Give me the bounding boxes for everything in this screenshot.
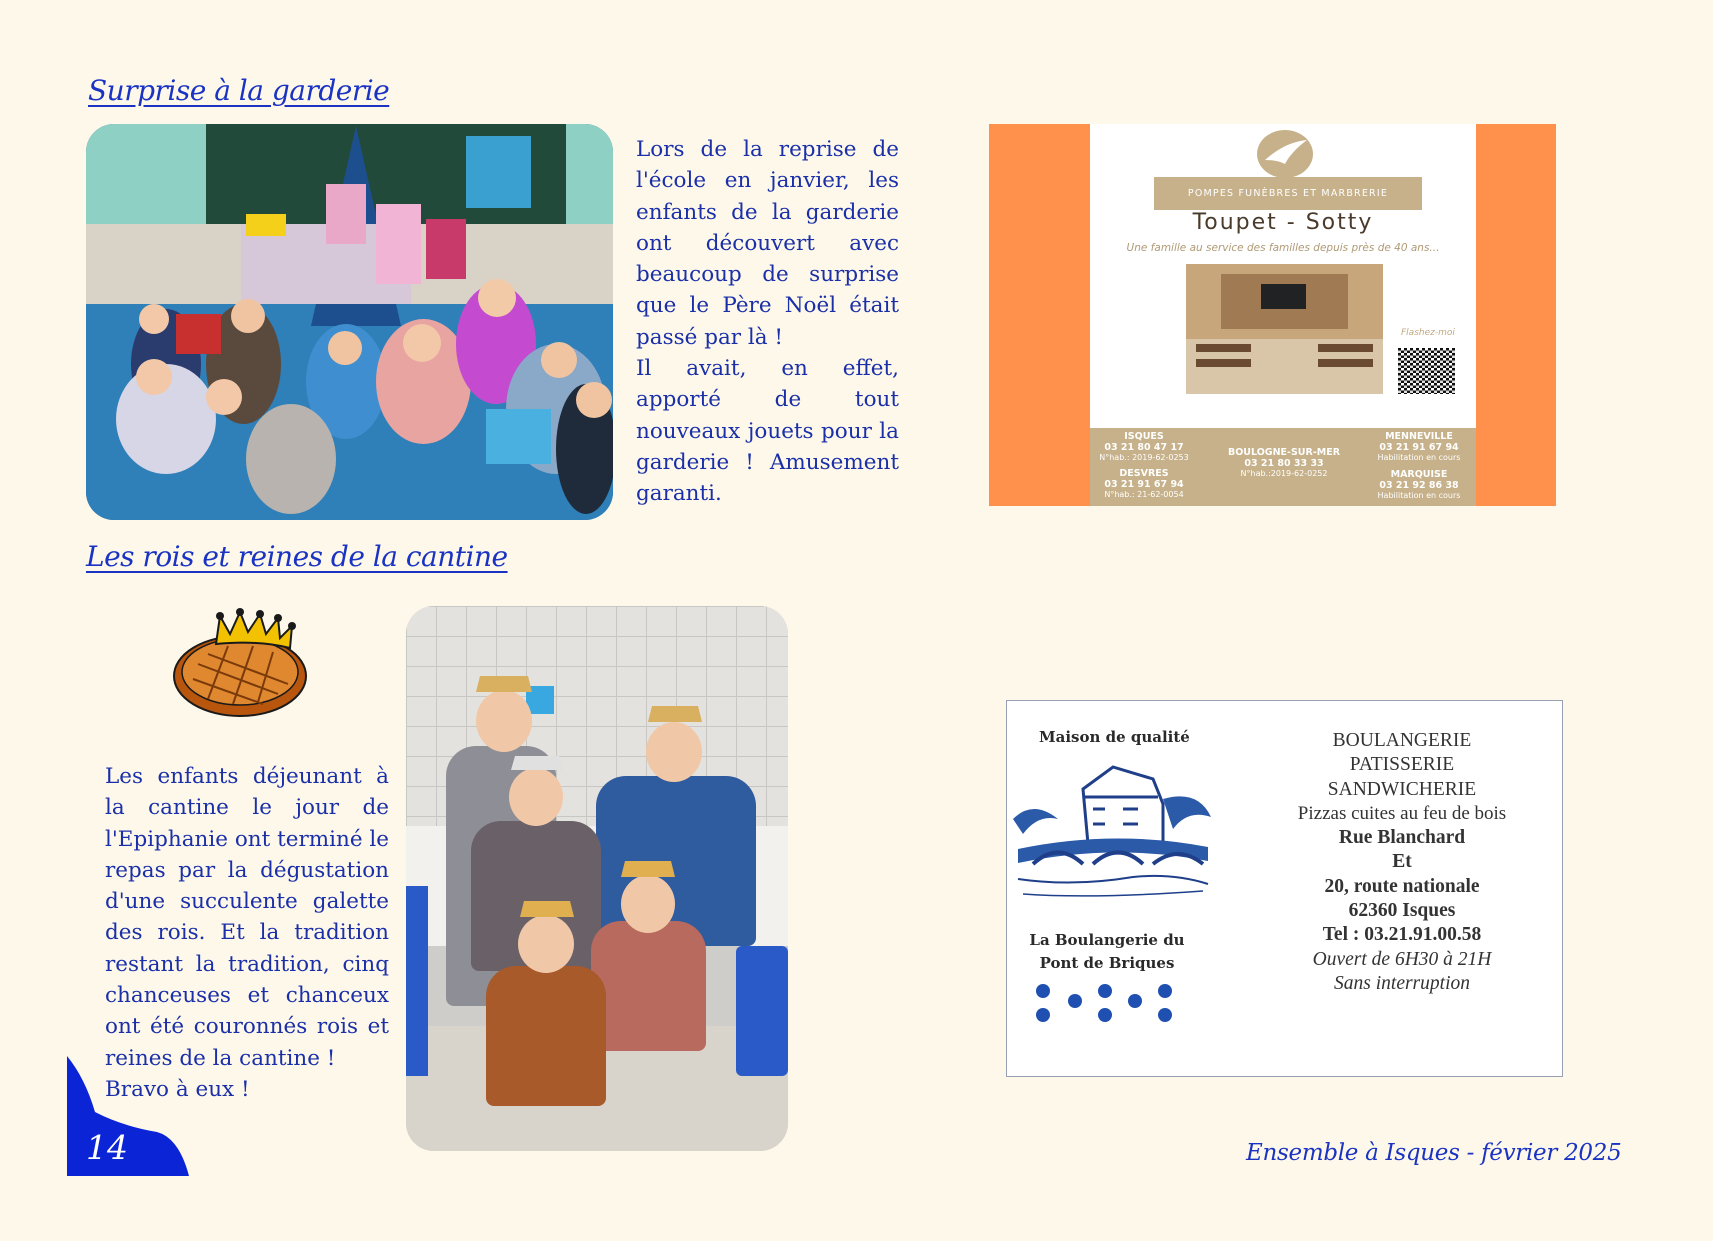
publication-footer: Ensemble à Isques - février 2025	[1246, 1140, 1622, 1166]
bridge-mill-sketch-icon	[1013, 759, 1213, 904]
ad-line: SANDWICHERIE	[1327, 778, 1477, 800]
text-line: repas par la dégustation	[105, 857, 389, 883]
text-line: d'une succulente galette	[105, 889, 389, 915]
ad-line: Rue Blanchard	[1338, 827, 1466, 849]
text-line: l'Epiphanie ont terminé le	[105, 826, 390, 852]
ceremony-room-photo	[1186, 264, 1383, 394]
text-line: Bravo à eux !	[105, 1076, 250, 1102]
text-line: apporté de tout	[636, 387, 899, 413]
text-line: que le Père Noël était	[636, 293, 899, 319]
ad-line: Sans interruption	[1334, 972, 1470, 994]
text-line: la cantine le jour de	[105, 795, 389, 821]
paragraph-garderie	[636, 134, 899, 510]
text-line: reines de la cantine !	[105, 1045, 336, 1071]
ad-ribbon: POMPES FUNÈBRES ET MARBRERIE	[1154, 177, 1422, 210]
page-number: 14	[86, 1128, 128, 1167]
text-line: enfants de la garderie	[636, 199, 899, 225]
ad-line: BOULANGERIE	[1332, 730, 1472, 751]
text-line: garderie ! Amusement	[636, 449, 899, 475]
galette-crown-icon	[168, 604, 328, 724]
text-line: Les enfants déjeunant à	[105, 764, 389, 789]
paragraph-cantine	[105, 761, 389, 1105]
ad-line: PATISSERIE	[1349, 754, 1455, 776]
qr-label: Flashez-moi	[1401, 328, 1455, 338]
qr-code-icon[interactable]	[1398, 348, 1455, 394]
text-line: Il avait, en effet,	[636, 356, 899, 382]
text-line: passé par là !	[636, 324, 784, 350]
text-line: chanceuses et chanceux	[105, 983, 389, 1009]
ad-maison-label: Maison de qualité	[1039, 728, 1190, 746]
ad-line: 62360 Isques	[1348, 900, 1456, 922]
text-line: restant la tradition, cinq	[105, 951, 389, 977]
ad-line: 20, route nationale	[1324, 875, 1480, 897]
ad-boulangerie-details	[1263, 729, 1541, 996]
ad-boulangerie	[1006, 700, 1563, 1077]
section-heading-cantine: Les rois et reines de la cantine	[86, 540, 508, 573]
ad-location-boulogne: BOULOGNE-SUR-MER 03 21 80 33 33 N°hab.:2019-62-0252	[1227, 447, 1341, 478]
text-line: Lors de la reprise de	[636, 137, 899, 162]
ad-line: Et	[1392, 851, 1412, 873]
text-line: des rois. Et la tradition	[105, 920, 389, 946]
section-heading-garderie: Surprise à la garderie	[88, 74, 390, 107]
text-line: ont découvert avec	[636, 230, 899, 256]
ad-location-isques: ISQUES 03 21 80 47 17 N°hab.: 2019-62-0253	[1099, 431, 1189, 462]
text-line: l'école en janvier, les	[636, 168, 899, 194]
text-line: ont été couronnés rois et	[105, 1014, 389, 1040]
bird-logo-icon	[1257, 130, 1313, 178]
text-line: nouveaux jouets pour la	[636, 418, 899, 444]
ad-line: Pizzas cuites au feu de bois	[1297, 802, 1507, 824]
ad-line: Ouvert de 6H30 à 21H	[1312, 948, 1492, 970]
ad-location-desvres: DESVRES 03 21 91 67 94 N°hab.: 21-62-0054	[1104, 468, 1184, 499]
ad-pompes-funebres	[989, 124, 1556, 506]
ad-tagline: Une famille au service des familles depuis près de 40 ans...	[1126, 242, 1440, 254]
text-line: beaucoup de surprise	[636, 262, 899, 288]
photo-cantine-crowned-children	[406, 606, 788, 1151]
text-line: garanti.	[636, 481, 722, 507]
ad-shop-name: La Boulangerie du Pont de Briques	[1029, 931, 1185, 972]
ad-location-marquise: MARQUISE 03 21 92 86 38 Habilitation en cours	[1377, 469, 1461, 500]
ad-line: Tel : 03.21.91.00.58	[1322, 924, 1482, 946]
ad-company-name: Toupet - Sotty	[1192, 210, 1374, 235]
photo-garderie-children-with-toys	[86, 124, 613, 520]
ad-location-menneville: MENNEVILLE 03 21 91 67 94 Habilitation en cours	[1377, 431, 1461, 462]
bees-decoration-icon	[1031, 979, 1181, 1031]
